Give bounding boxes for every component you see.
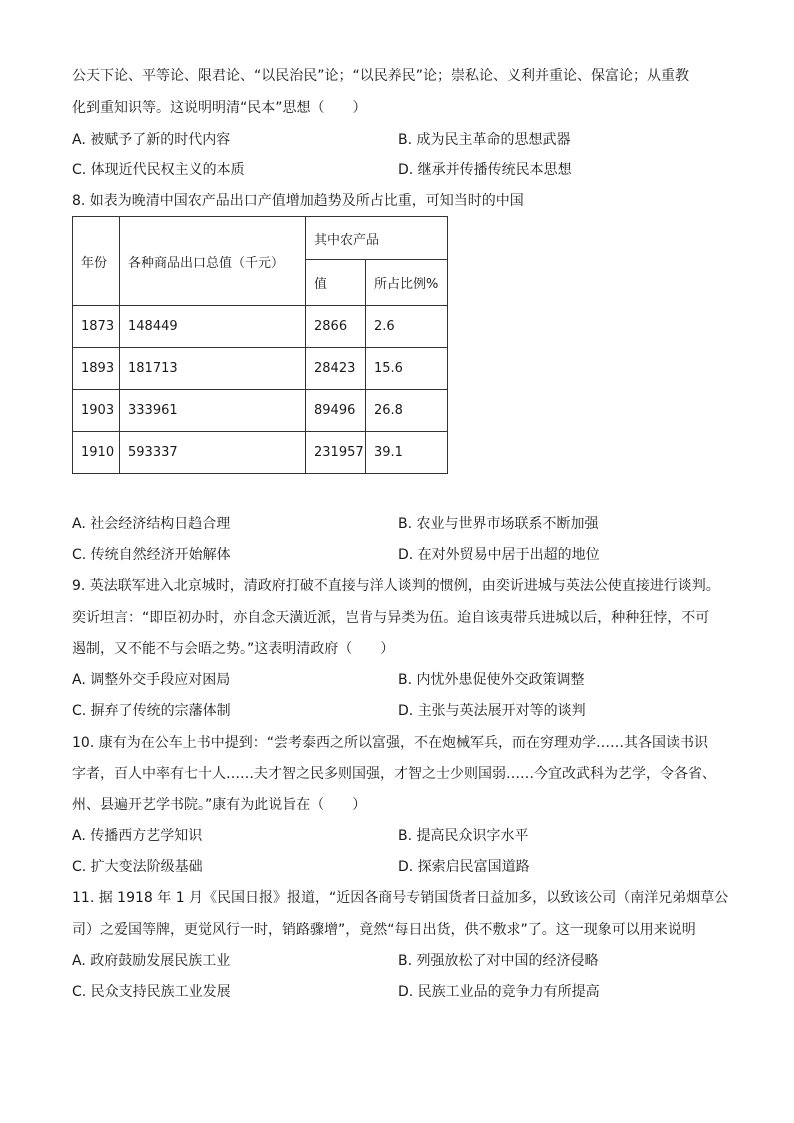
header-agri-value: 值	[306, 260, 366, 306]
cell-value: 28423	[306, 348, 366, 390]
header-agri-group: 其中农产品	[306, 217, 448, 260]
table-row	[73, 348, 448, 390]
q10-stem-line-2: 字者，百人中率有七十人……夫才智之民多则国强，才智之士少则国弱……今宜改武科为艺学，令各省、	[72, 766, 716, 782]
cell-total: 148449	[120, 306, 306, 348]
header-agri-ratio: 所占比例%	[366, 260, 448, 306]
q11-option-a[interactable]: A. 政府鼓励发展民族工业	[72, 953, 231, 969]
q8-option-a[interactable]: A. 社会经济结构日趋合理	[72, 516, 231, 532]
q7-stem-line-1: 公天下论、平等论、限君论、“以民治民”论；“以民养民”论；崇私论、义利并重论、保富论；从重教	[72, 68, 690, 84]
q10-option-c[interactable]: C. 扩大变法阶级基础	[72, 859, 203, 875]
header-year: 年份	[73, 217, 120, 306]
q10-stem-line-3: 州、县遍开艺学书院。”康有为此说旨在（ ）	[72, 797, 367, 813]
cell-year: 1903	[73, 390, 120, 432]
cell-total: 593337	[120, 432, 306, 474]
q8-option-b[interactable]: B. 农业与世界市场联系不断加强	[398, 516, 599, 532]
q9-stem-line-2: 奕䜣坦言：“即臣初办时，亦自念天潢近派，岂肯与异类为伍。迨自该夷带兵进城以后，种种狂悖，不可	[72, 610, 710, 626]
cell-value: 89496	[306, 390, 366, 432]
q8-stem: 8. 如表为晚清中国农产品出口产值增加趋势及所占比重，可知当时的中国	[72, 193, 524, 209]
table-row	[73, 390, 448, 432]
cell-value: 2866	[306, 306, 366, 348]
table-row	[73, 306, 448, 348]
q9-option-b[interactable]: B. 内忧外患促使外交政策调整	[398, 672, 585, 688]
q7-stem-line-2: 化到重知识等。这说明明清“民本”思想（ ）	[72, 100, 367, 116]
cell-total: 181713	[120, 348, 306, 390]
q7-option-a[interactable]: A. 被赋予了新的时代内容	[72, 132, 231, 148]
cell-value: 231957	[306, 432, 366, 474]
q9-stem-line-3: 遏制，又不能不与会晤之势。”这表明清政府（ ）	[72, 641, 395, 657]
q8-option-c[interactable]: C. 传统自然经济开始解体	[72, 547, 231, 563]
cell-ratio: 2.6	[366, 306, 448, 348]
cell-ratio: 15.6	[366, 348, 448, 390]
q7-option-c[interactable]: C. 体现近代民权主义的本质	[72, 162, 245, 178]
cell-year: 1893	[73, 348, 120, 390]
q10-option-b[interactable]: B. 提高民众识字水平	[398, 828, 529, 844]
cell-year: 1910	[73, 432, 120, 474]
header-total-export: 各种商品出口总值（千元）	[120, 217, 306, 306]
q11-stem-line-1: 11. 据 1918 年 1 月《民国日报》报道，“近因各商号专销国货者日益加多，以致该公司（南洋兄弟烟草公	[72, 890, 729, 906]
export-table	[72, 216, 448, 474]
q9-stem-line-1: 9. 英法联军进入北京城时，清政府打破不直接与洋人谈判的惯例，由奕䜣进城与英法公使直接进行谈判。	[72, 578, 720, 594]
table-header-row	[73, 217, 448, 260]
q10-stem-line-1: 10. 康有为在公车上书中提到：“尝考泰西之所以富强，不在炮械军兵，而在穷理劝学……其各国读书识	[72, 735, 708, 751]
cell-ratio: 26.8	[366, 390, 448, 432]
q11-option-b[interactable]: B. 列强放松了对中国的经济侵略	[398, 953, 599, 969]
q9-option-d[interactable]: D. 主张与英法展开对等的谈判	[398, 703, 586, 719]
table-row	[73, 432, 448, 474]
q10-option-d[interactable]: D. 探索启民富国道路	[398, 859, 530, 875]
q11-option-c[interactable]: C. 民众支持民族工业发展	[72, 984, 231, 1000]
q11-stem-line-2: 司）之爱国等牌，更觉风行一时，销路骤增”，竟然“每日出货，供不敷求”了。这一现象可以用来说明	[72, 922, 696, 938]
q7-option-d[interactable]: D. 继承并传播传统民本思想	[398, 162, 572, 178]
cell-year: 1873	[73, 306, 120, 348]
cell-total: 333961	[120, 390, 306, 432]
cell-ratio: 39.1	[366, 432, 448, 474]
q9-option-c[interactable]: C. 摒弃了传统的宗藩体制	[72, 703, 231, 719]
q9-option-a[interactable]: A. 调整外交手段应对困局	[72, 672, 231, 688]
q8-option-d[interactable]: D. 在对外贸易中居于出超的地位	[398, 547, 600, 563]
q7-option-b[interactable]: B. 成为民主革命的思想武器	[398, 132, 571, 148]
q10-option-a[interactable]: A. 传播西方艺学知识	[72, 828, 203, 844]
q11-option-d[interactable]: D. 民族工业品的竞争力有所提高	[398, 984, 600, 1000]
